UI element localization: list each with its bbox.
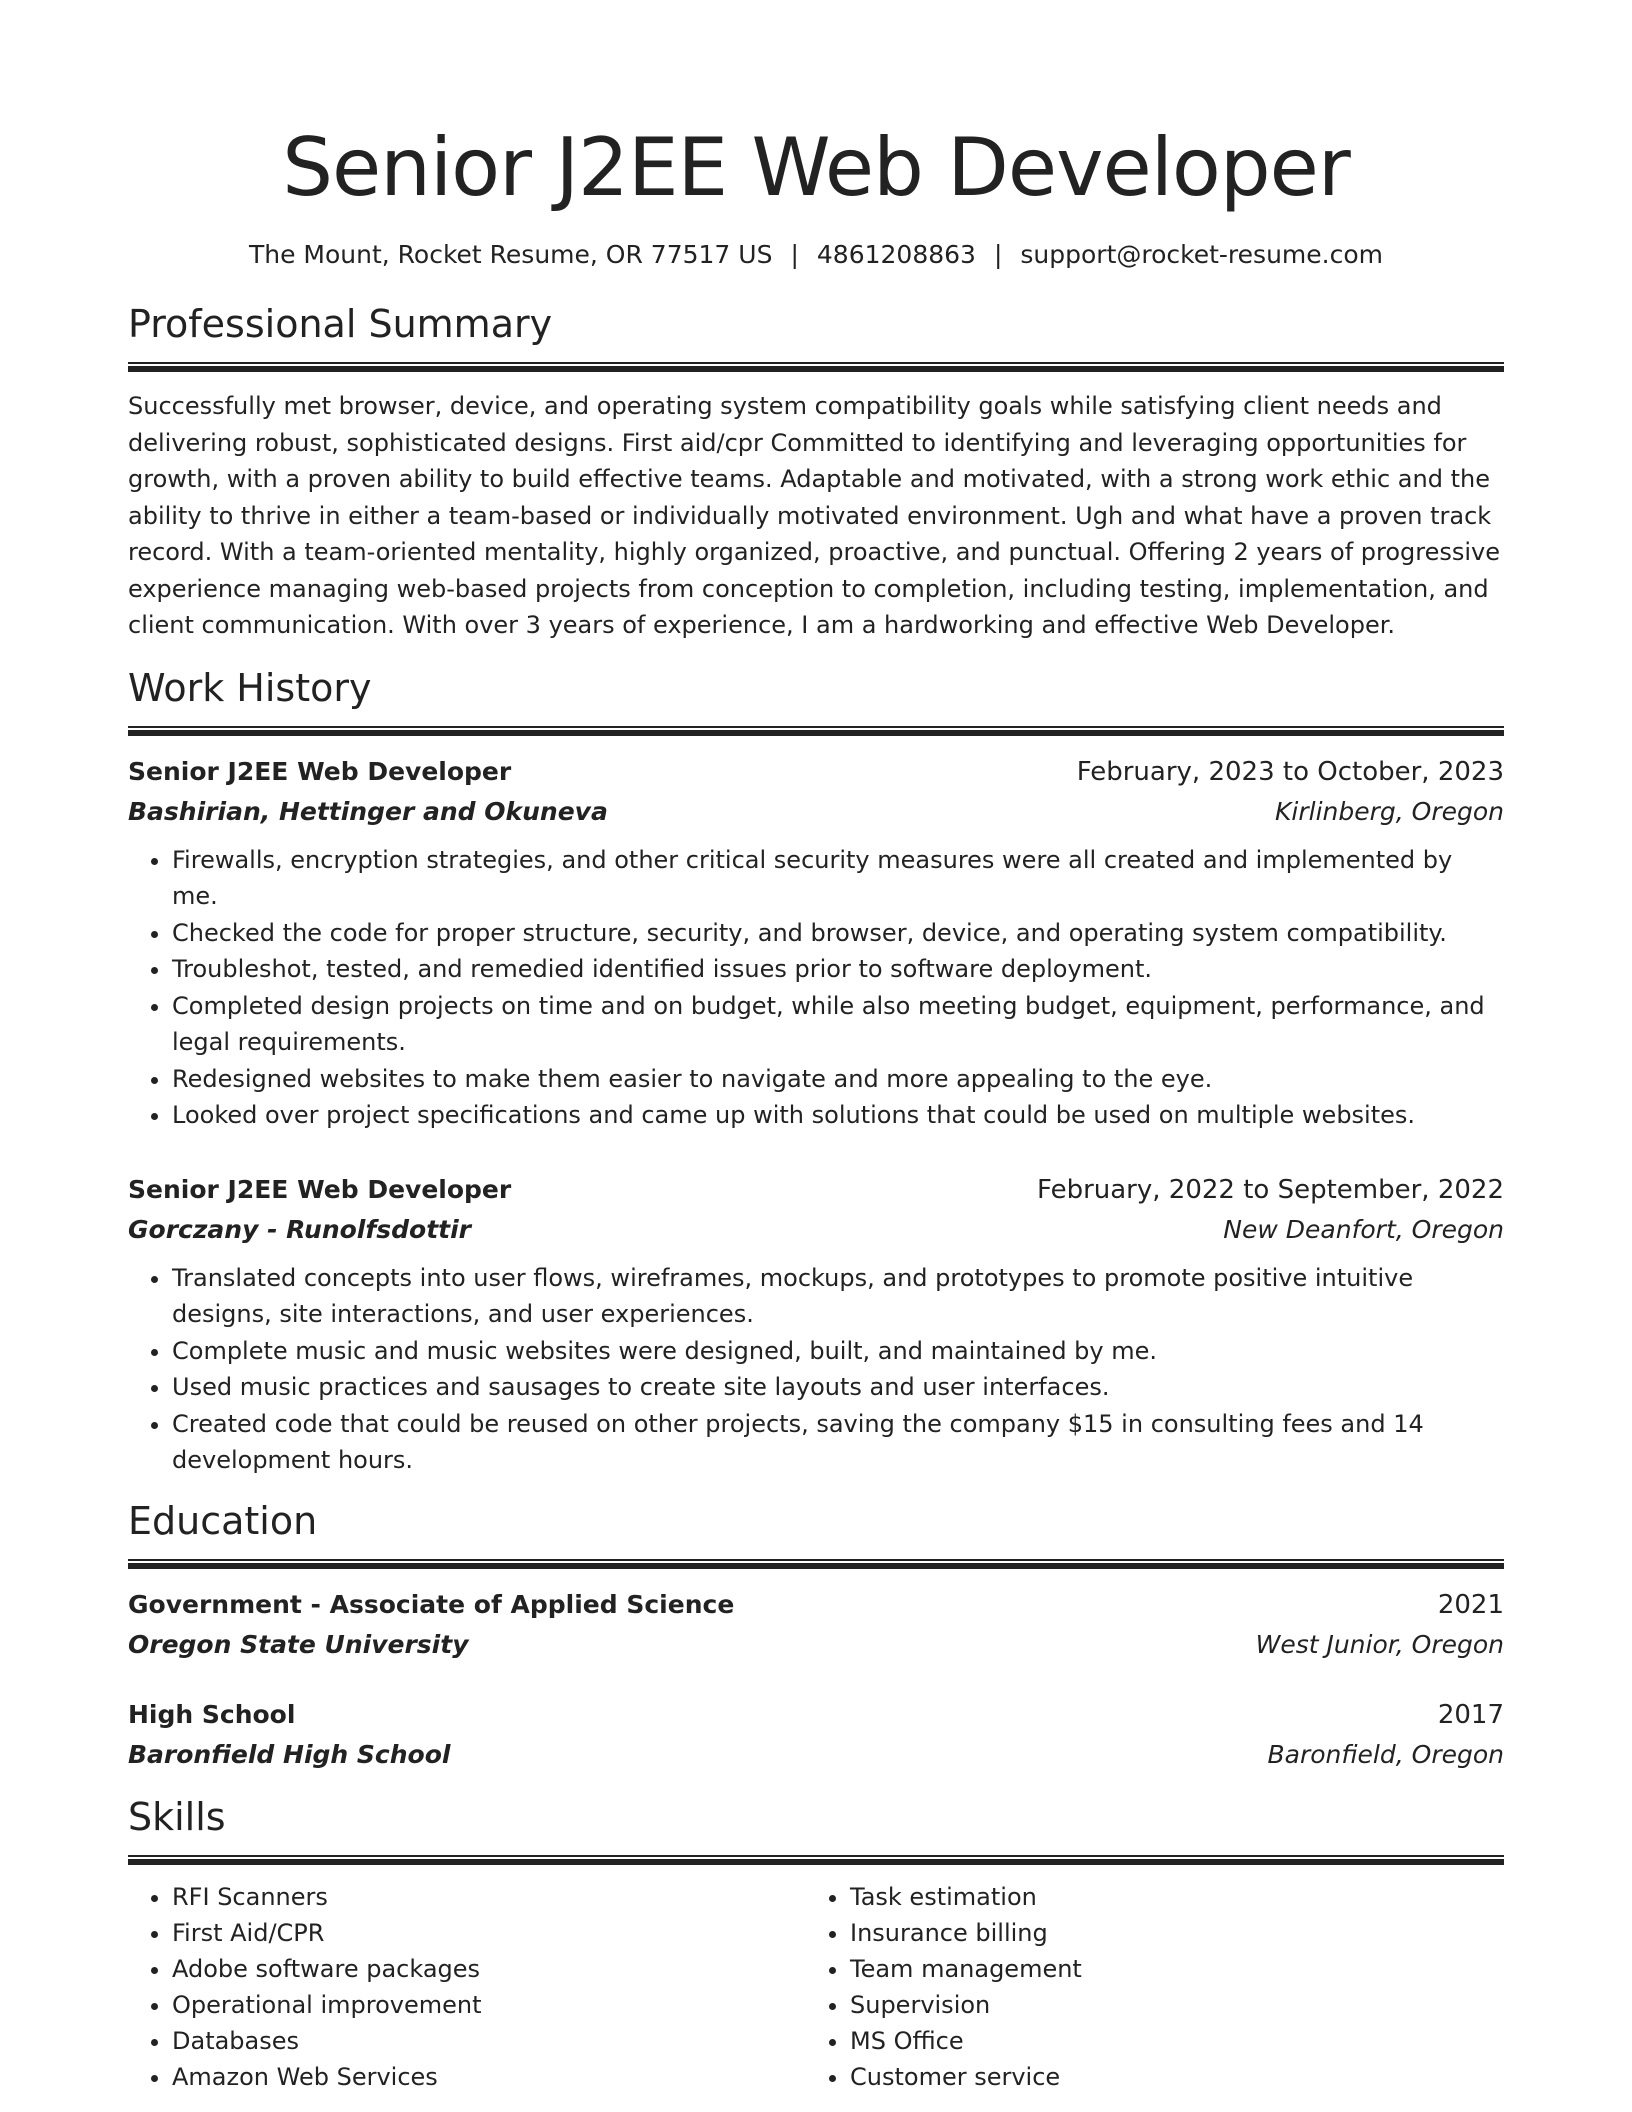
skills-column-left	[128, 1879, 806, 2095]
job-bullet: • Used music practices and sausages to create site layouts and user interfaces.	[172, 1369, 1504, 1406]
skills-column-right	[806, 1879, 1484, 2095]
education-subheader	[128, 1625, 1504, 1665]
section-divider	[128, 362, 1504, 372]
job-role: Senior J2EE Web Developer	[128, 1174, 512, 1204]
job-company: Bashirian, Hettinger and Okuneva	[128, 796, 608, 826]
section-title-work: Work History	[128, 665, 372, 710]
education-subheader	[128, 1735, 1504, 1775]
section-title-summary: Professional Summary	[128, 302, 553, 346]
job-subheader	[128, 792, 1504, 832]
contact-phone[interactable]: 4861208863	[816, 240, 976, 269]
job-role: Senior J2EE Web Developer	[128, 756, 512, 786]
education-header	[128, 1695, 1504, 1735]
skill-item: • Databases	[172, 2023, 806, 2059]
job-bullet: • Complete music and music websites were designed, built, and maintained by me.	[172, 1333, 1504, 1370]
job-company: Gorczany - Runolfsdottir	[128, 1214, 471, 1244]
education-entry	[128, 1585, 1504, 1665]
skill-item: • Supervision	[850, 1987, 1484, 2023]
job-bullets	[128, 842, 1504, 1134]
resume-title: Senior J2EE Web Developer	[282, 121, 1350, 214]
education-school: Baronfield High School	[128, 1739, 451, 1769]
education-year: 2021	[1437, 1589, 1504, 1620]
education-location: West Junior, Oregon	[1255, 1629, 1504, 1659]
job-bullet: • Completed design projects on time and on budget, while also meeting budget, equipment, performance, and legal requirements.	[172, 988, 1504, 1061]
education-entry	[128, 1695, 1504, 1775]
education-degree: High School	[128, 1699, 296, 1729]
job-bullets	[128, 1260, 1504, 1479]
skill-item: • Operational improvement	[172, 1987, 806, 2023]
section-divider	[128, 1855, 1504, 1865]
job-bullet: • Firewalls, encryption strategies, and other critical security measures were all created and implemented by me.	[172, 842, 1504, 915]
contact-email[interactable]: support@rocket-resume.com	[1020, 240, 1383, 269]
contact-separator: |	[790, 240, 799, 269]
skill-item: • Amazon Web Services	[172, 2059, 806, 2095]
skill-item: • RFI Scanners	[172, 1879, 806, 1915]
section-title-education: Education	[128, 1498, 318, 1543]
education-degree: Government - Associate of Applied Science	[128, 1589, 735, 1619]
section-divider	[128, 726, 1504, 736]
job-bullet: • Troubleshot, tested, and remedied identified issues prior to software deployment.	[172, 951, 1504, 988]
job-header	[128, 752, 1504, 792]
section-divider	[128, 1559, 1504, 1569]
education-year: 2017	[1437, 1699, 1504, 1730]
job-entry	[128, 752, 1504, 1134]
job-entry	[128, 1170, 1504, 1479]
skills-list	[128, 1879, 1504, 2095]
skill-item: • Customer service	[850, 2059, 1484, 2095]
job-bullet: • Redesigned websites to make them easier to navigate and more appealing to the eye.	[172, 1061, 1504, 1098]
job-location: New Deanfort, Oregon	[1223, 1214, 1504, 1244]
skill-item: • Adobe software packages	[172, 1951, 806, 1987]
contact-separator: |	[993, 240, 1003, 269]
job-dates: February, 2023 to October, 2023	[1076, 756, 1504, 787]
job-bullet: • Checked the code for proper structure, security, and browser, device, and operating system compatibility.	[172, 915, 1504, 952]
education-header	[128, 1585, 1504, 1625]
resume-page	[128, 0, 1504, 2095]
education-location: Baronfield, Oregon	[1267, 1739, 1504, 1769]
job-bullet: • Looked over project specifications and came up with solutions that could be used on multiple websites.	[172, 1097, 1504, 1134]
job-subheader	[128, 1210, 1504, 1250]
summary-text: Successfully met browser, device, and operating system compatibility goals while satisfying client needs and delivering robust, sophisticated designs. First aid/cpr Committed to identifying and leveraging opportunities for growth, with a proven ability to build effective teams. Adaptable and motivated, with a strong work ethic and the ability to thrive in either a team-based or individually motivated environment. Ugh and what have a proven track record. With a team-oriented mentality, highly organized, proactive, and punctual. Offering 2 years of progressive experience managing web-based projects from conception to completion, including testing, implementation, and client communication. With over 3 years of experience, I am a hardworking and effective Web Developer.	[128, 392, 1501, 639]
contact-line	[128, 238, 1504, 272]
education-school: Oregon State University	[128, 1629, 469, 1659]
job-location: Kirlinberg, Oregon	[1275, 796, 1504, 826]
job-bullet: • Created code that could be reused on other projects, saving the company $15 in consulting fees and 14 development hours.	[172, 1406, 1504, 1479]
skill-item: • Insurance billing	[850, 1915, 1484, 1951]
skill-item: • MS Office	[850, 2023, 1484, 2059]
job-header	[128, 1170, 1504, 1210]
skill-item: • Task estimation	[850, 1879, 1484, 1915]
skill-item: • Team management	[850, 1951, 1484, 1987]
job-bullet: • Translated concepts into user flows, wireframes, mockups, and prototypes to promote positive intuitive designs, site interactions, and user experiences.	[172, 1260, 1504, 1333]
skill-item: • First Aid/CPR	[172, 1915, 806, 1951]
contact-address: The Mount, Rocket Resume, OR 77517 US	[248, 240, 773, 269]
job-dates: February, 2022 to September, 2022	[1037, 1174, 1504, 1205]
section-title-skills: Skills	[128, 1794, 226, 1839]
